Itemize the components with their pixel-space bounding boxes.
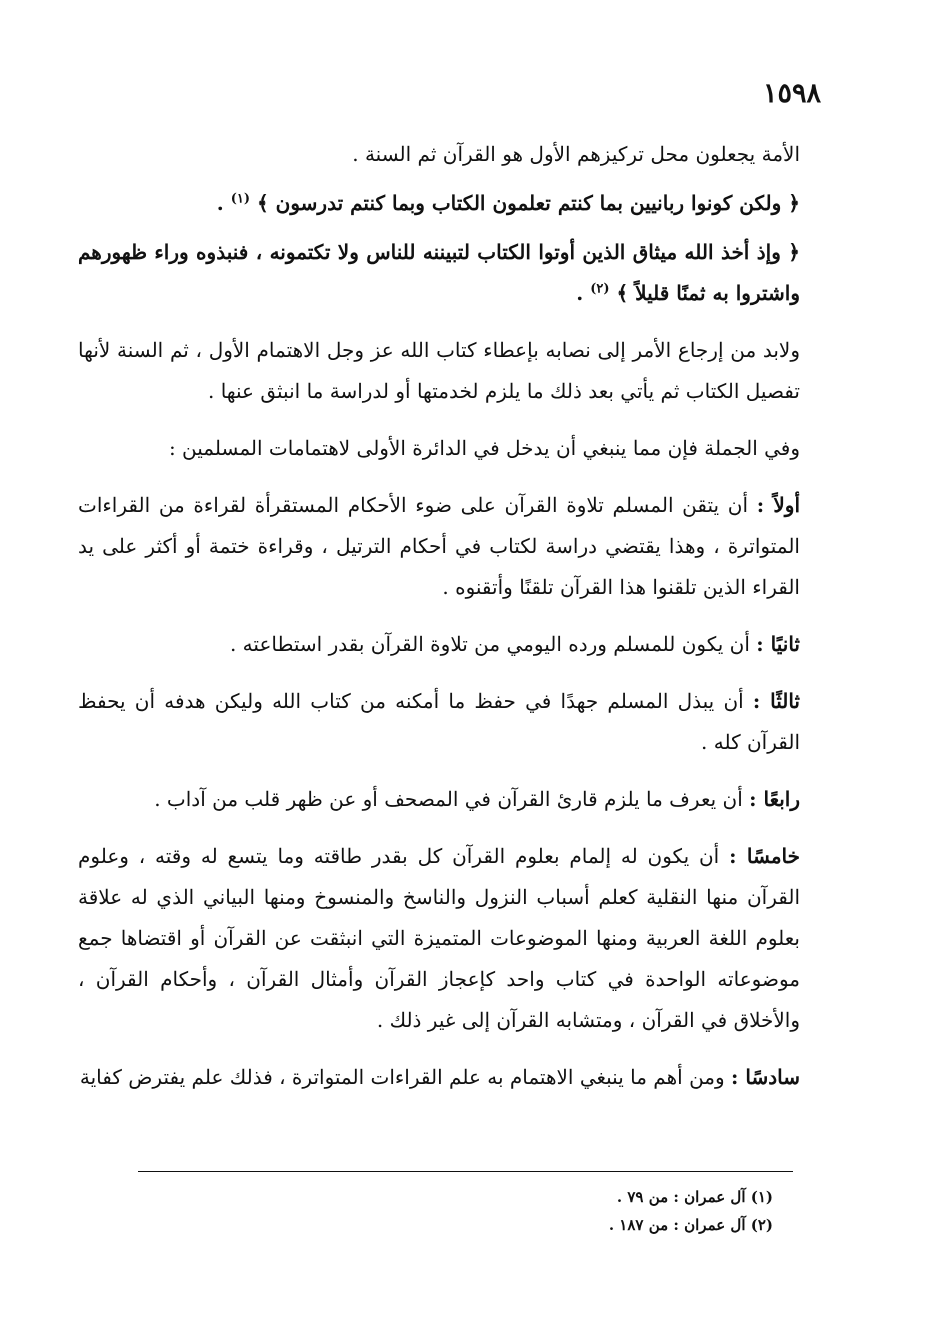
- point-label: سادسًا :: [731, 1065, 800, 1089]
- point-text: أن يكون للمسلم ورده اليومي من تلاوة القرآن بقدر استطاعته .: [229, 632, 757, 656]
- point-fourth: [78, 779, 800, 820]
- point-label: خامسًا :: [729, 844, 801, 868]
- point-fifth: [78, 836, 800, 1041]
- paragraph-intro: الأمة يجعلون محل تركيزهم الأول هو القرآن ثم السنة .: [352, 142, 800, 166]
- point-label: أولاً :: [756, 493, 800, 517]
- page-number: ١٥٩٨: [762, 78, 821, 109]
- quran-verse-1: [78, 183, 800, 224]
- footnotes: [153, 1183, 773, 1239]
- verse-text: ﴿ ولكن كونوا ربانيين بما كنتم تعلمون الكتاب وبما كنتم تدرسون ﴾: [256, 191, 800, 215]
- footnote-divider: [138, 1171, 793, 1172]
- point-label: رابعًا :: [749, 787, 800, 811]
- footnote-ref-1: (١): [230, 191, 250, 207]
- main-text: [78, 134, 800, 1114]
- point-text: أن يكون له إلمام بعلوم القرآن كل بقدر طاقته وما يتسع له وقته ، وعلوم القرآن منها النقلية كعلم أسباب النزول والناسخ والمنسوخ ومنها البياني الذي له علاقة بعلوم اللغة العربية ومنها الموضوعات المتميزة التي انبثقت عن القرآن أو اقتضاها جمع موضوعاته الواحدة في كتاب واحد كإعجاز القرآن وأمثال القرآن ، وأحكام القرآن ، والأخلاق في القرآن ، ومتشابه القرآن إلى غير ذلك .: [78, 844, 800, 1032]
- point-text: أن يتقن المسلم تلاوة القرآن على ضوء الأحكام المستقرأة لقراءة من القراءات المتواترة ، وهذا يقتضي دراسة لكتاب في أحكام الترتيل ، وقراءة ختمة أو أكثر على يد القراء الذين تلقنوا هذا القرآن تلقنًا وأتقنوه .: [78, 493, 800, 599]
- verse-text: ﴿ وإذ أخذ الله ميثاق الذين أوتوا الكتاب لتبيننه للناس ولا تكتمونه ، فنبذوه وراء ظهورهم واشتروا به ثمنًا قليلاً ﴾: [78, 240, 800, 305]
- point-label: ثانيًا :: [756, 632, 800, 656]
- point-text: ومن أهم ما ينبغي الاهتمام به علم القراءات المتواترة ، فذلك علم يفترض كفاية: [79, 1065, 732, 1089]
- point-label: ثالثًا :: [752, 689, 800, 713]
- point-text: أن يبذل المسلم جهدًا في حفظ ما أمكنه من كتاب الله وليكن هدفه أن يحفظ القرآن كله .: [78, 689, 800, 754]
- footnote-ref-2: (٢): [590, 281, 610, 297]
- paragraph-summary: وفي الجملة فإن مما ينبغي أن يدخل في الدائرة الأولى لاهتمامات المسلمين :: [168, 436, 800, 460]
- point-first: [78, 485, 800, 608]
- quran-verse-2: [78, 232, 800, 314]
- verse-end: .: [576, 281, 591, 305]
- paragraph-priority: ولابد من إرجاع الأمر إلى نصابه بإعطاء كتاب الله عز وجل الاهتمام الأول ، ثم السنة لأنها تفصيل الكتاب ثم يأتي بعد ذلك ما يلزم لخدمتها أو لدراسة ما انبثق عنها .: [78, 338, 800, 403]
- point-text: أن يعرف ما يلزم قارئ القرآن في المصحف أو عن ظهر قلب من آداب .: [154, 787, 750, 811]
- footnote-1: (١) آل عمران : من ٧٩ .: [616, 1188, 773, 1206]
- verse-end: .: [216, 191, 231, 215]
- footnote-2: (٢) آل عمران : من ١٨٧ .: [608, 1216, 773, 1234]
- point-sixth: [78, 1057, 800, 1098]
- point-third: [78, 681, 800, 763]
- point-second: [78, 624, 800, 665]
